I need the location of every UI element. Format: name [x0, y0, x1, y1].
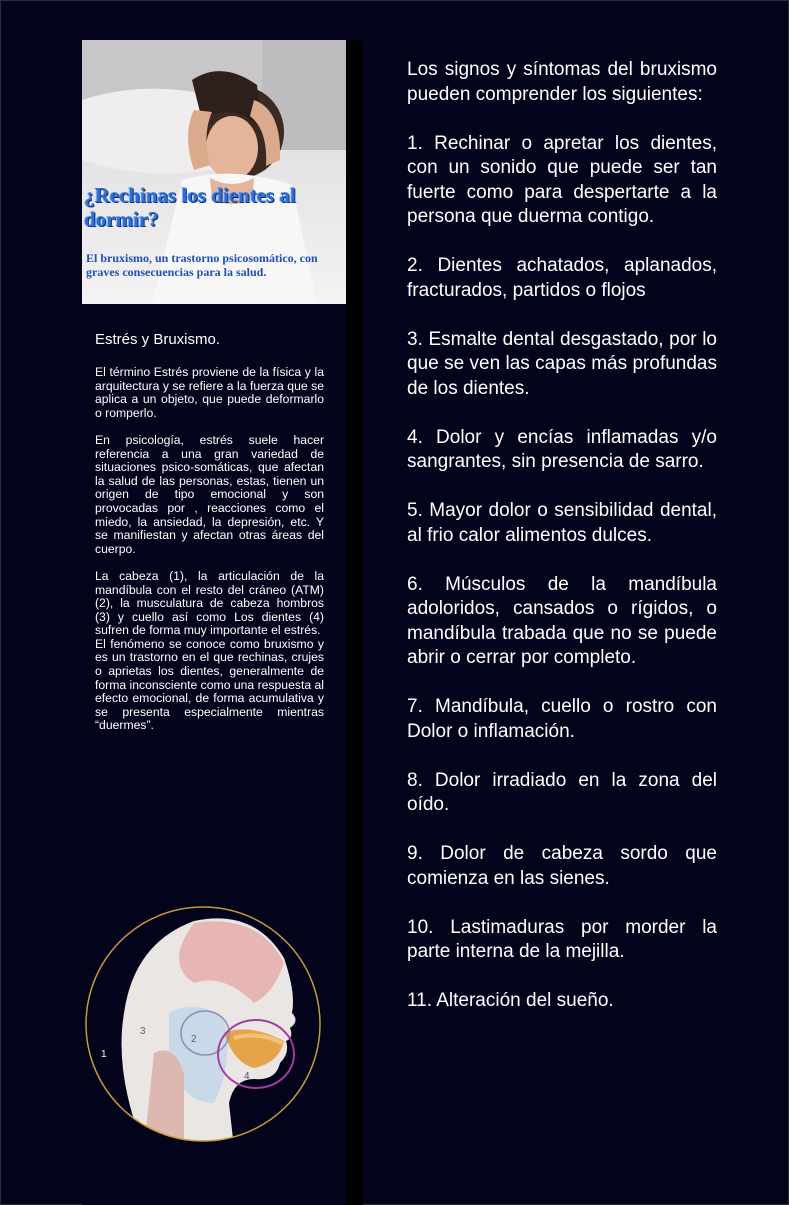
symptom-item: 5. Mayor dolor o sensibilidad dental, al frio calor alimentos dulces. [407, 500, 717, 546]
symptom-item: 7. Mandíbula, cuello o rostro con Dolor o inflamación. [407, 696, 717, 742]
hero-title: ¿Rechinas los dientes al dormir? [84, 183, 296, 231]
symptom-item: 8. Dolor irradiado en la zona del oído. [407, 769, 717, 815]
paragraph-affected-areas: La cabeza (1), la articulación de la mandíbula con el resto del cráneo (ATM) (2), la musculatura de cabeza hombros (3) y cuello así como Los dientes (4) sufren de forma muy importante el estrés. [95, 568, 324, 638]
section-title: Estrés y Bruxismo. [95, 331, 221, 348]
hero-subtitle: El bruxismo, un trastorno psicosomático, con graves consecuencias para la salud. [86, 251, 318, 279]
label-muscles: 3 [140, 1026, 146, 1037]
paragraph-bruxism: El fenómeno se conoce como bruxismo y es un trastorno en el que rechinas, crujes o aprietas los dientes, generalmente de forma inconsciente como una respuesta al efecto emocional, de forma acumulativa y se presenta especialmente mientras “duermes”. [95, 636, 324, 733]
symptom-item: 2. Dientes achatados, aplanados, fracturados, partidos o flojos [407, 255, 717, 301]
label-head: 1 [101, 1049, 107, 1060]
symptom-item: 11. Alteración del sueño. [407, 990, 614, 1011]
symptoms-intro: Los signos y síntomas del bruxismo pueden comprender los siguientes: [407, 59, 717, 105]
label-teeth: 4 [244, 1071, 250, 1082]
symptom-item: 4. Dolor y encías inflamadas y/o sangrantes, sin presencia de sarro. [407, 426, 717, 472]
head-anatomy-diagram [84, 903, 324, 1148]
symptom-item: 3. Esmalte dental desgastado, por lo que se ven las capas más profundas de los dientes. [407, 328, 717, 399]
paragraph-psychology: En psicología, estrés suele hacer referencia a una gran variedad de situaciones psico-somáticas, que afectan la salud de las personas, estas, tienen un origen de tipo emocional y son provocadas por , reacciones como el miedo, la ansiedad, la depresión, etc. Y se manifiestan y afectan otras áreas del cuerpo. [95, 432, 324, 556]
symptom-item: 6. Músculos de la mandíbula adoloridos, cansados o rígidos, o mandíbula trabada que no se puede abrir o cerrar por completo. [407, 573, 717, 668]
column-divider [346, 40, 363, 1205]
paragraph-stress-definition: El término Estrés proviene de la física y la arquitectura y se refiere a la fuerza que se aplica a un objeto, que puede deformarlo o romperlo. [95, 365, 324, 420]
symptom-item: 1. Rechinar o apretar los dientes, con un sonido que puede ser tan fuerte como para despertarte a la persona que duerma contigo. [407, 132, 717, 227]
symptom-item: 9. Dolor de cabeza sordo que comienza en las sienes. [407, 843, 717, 889]
hero-image [82, 40, 346, 304]
symptom-item: 10. Lastimaduras por morder la parte interna de la mejilla. [407, 916, 717, 962]
label-tmj: 2 [191, 1034, 197, 1045]
left-body-text [95, 366, 324, 747]
symptoms-list [407, 58, 717, 1038]
